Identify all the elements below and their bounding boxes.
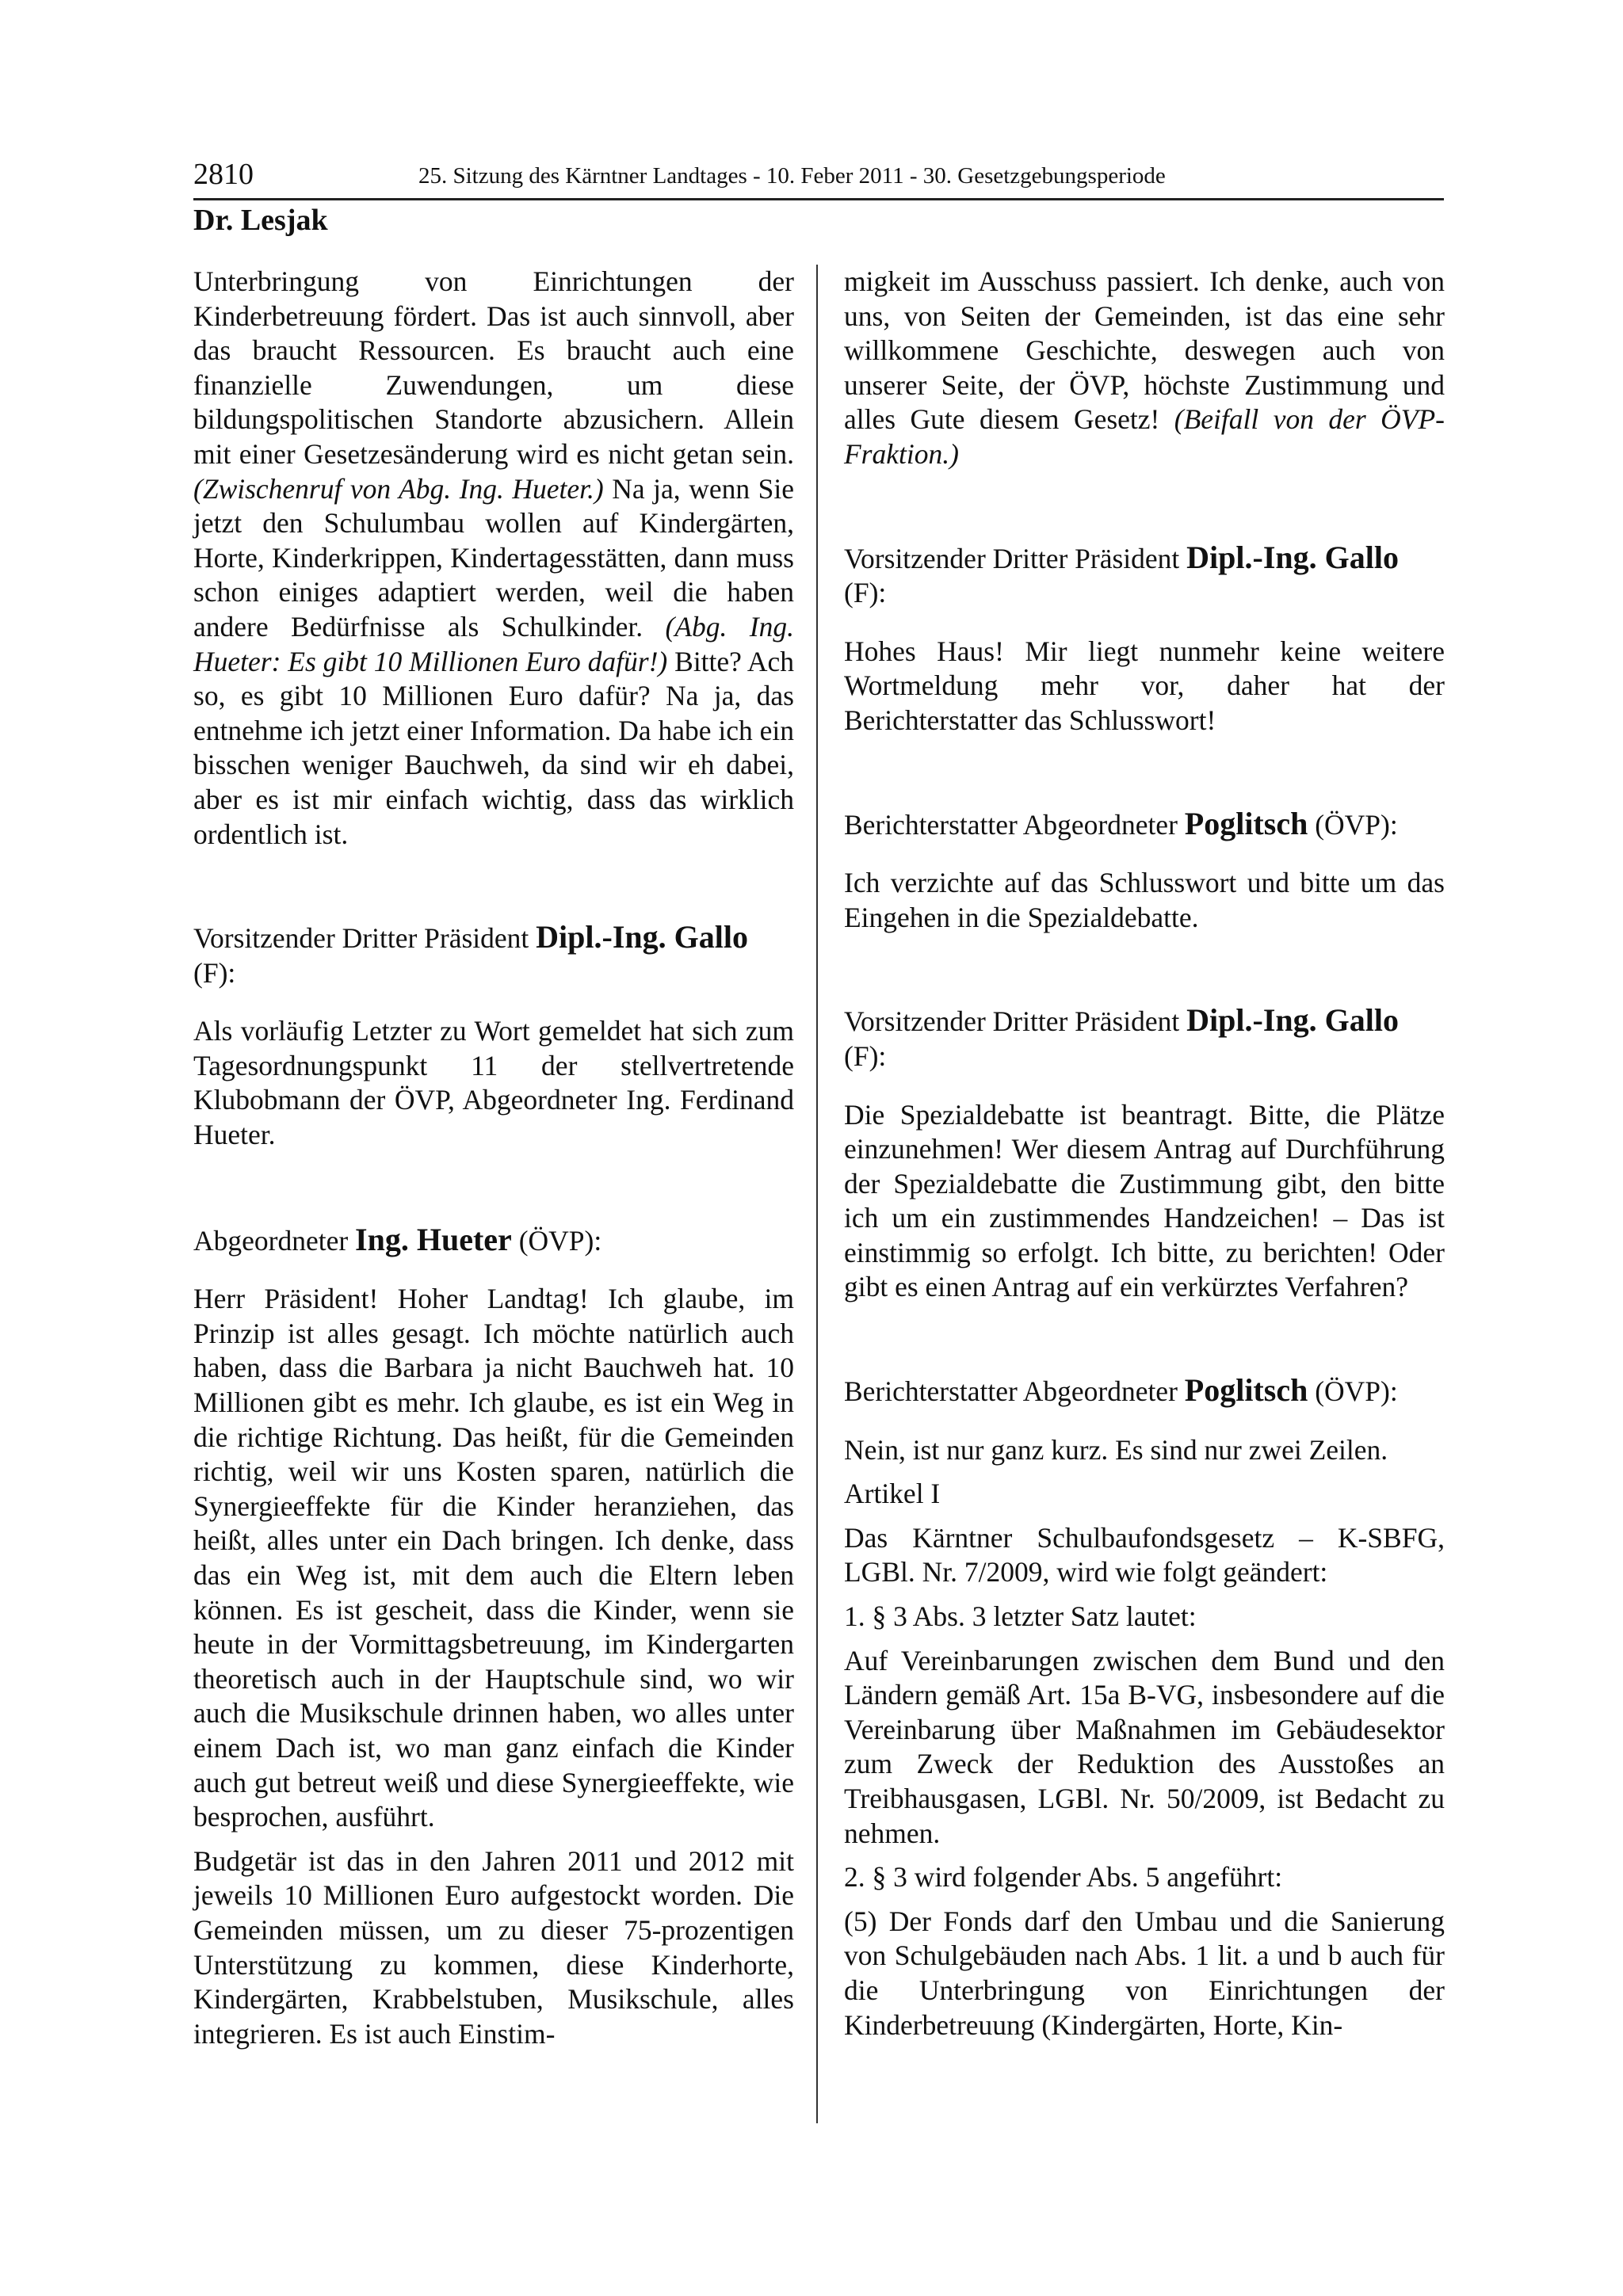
paragraph: Nein, ist nur ganz kurz. Es sind nur zwei Zeilen. [844,1433,1388,1466]
speaker-party: (F): [844,1039,887,1072]
header-rule [193,198,1444,200]
paragraph [193,265,794,852]
paragraph: 2. § 3 wird folgender Abs. 5 angeführt: [844,1861,1283,1894]
paragraph: Hohes Haus! Mir liegt nunmehr keine weitere Wortmeldung mehr vor, daher hat der Berichterstatter das Schlusswort! [844,635,1445,736]
speaker-party: (F): [844,577,887,609]
speaker-name: Poglitsch [1184,805,1308,841]
speaker-party: (ÖVP): [1308,1375,1398,1408]
speaker-name: Dipl.-Ing. Gallo [1186,1002,1399,1039]
left-column [193,265,794,2051]
text-run: migkeit im Ausschuss passiert. Ich denke, auch von uns, von Seiten der Gemeinden, ist das eine sehr willkommene Geschichte, deswegen auch von unserer Seite, der ÖVP, höchste Zustimmung und alles Gute diesem Gesetz! [844,265,1445,436]
speaker-heading [193,920,794,990]
paragraph: 1. § 3 Abs. 3 letzter Satz lautet: [844,1600,1197,1633]
speaker-role: Berichterstatter Abgeordneter [844,808,1185,841]
speaker-party: (ÖVP): [1308,808,1398,841]
speaker-role: Vorsitzender Dritter Präsident [844,542,1187,574]
page-header [193,155,1444,196]
speaker-party: (F): [193,956,236,989]
right-column [844,265,1445,2042]
paragraph: Budgetär ist das in den Jahren 2011 und 2012 mit jeweils 10 Millionen Euro aufgestockt worden. Die Gemeinden müssen, um zu dieser 75-prozentigen Unterstützung zu kommen, diese Kinderhorte, Kindergärten, Krabbelstuben, Musikschule, alles integrieren. Es ist auch Einstim- [193,1844,794,2050]
text-run: Unterbringung von Einrichtungen der Kinderbetreuung fördert. Das ist auch sinnvoll, aber das braucht Ressourcen. Es braucht auch eine finanzielle Zuwendungen, um diese bildungspolitischen Standorte abzusichern. Allein mit einer Gesetzesänderung wird es nicht getan sein. [193,265,794,470]
speaker-role: Vorsitzender Dritter Präsident [844,1005,1187,1038]
speaker-name: Poglitsch [1184,1372,1308,1409]
current-speaker-tag: Dr. Lesjak [193,204,328,237]
paragraph: Die Spezialdebatte ist beantragt. Bitte, die Plätze einzunehmen! Wer diesem Antrag auf Durchführung der Spezialdebatte die Zustimmung gibt, den bitte ich um ein zustimmendes Handzeichen! – Das ist einstimmig so erfolgt. Ich bitte, zu berichten! Oder gibt es einen Antrag auf ein verkürztes Verfahren? [844,1098,1445,1303]
paragraph: Herr Präsident! Hoher Landtag! Ich glaube, im Prinzip ist alles gesagt. Ich möchte natürlich auch haben, dass die Barbara ja nicht Bauchweh hat. 10 Millionen gibt es mehr. Ich glaube, es ist ein Weg in die richtige Richtung. Das heißt, für die Gemeinden richtig, weil wir uns Kosten sparen, natürlich die Synergieeffekte für die Kinder heranziehen, das heißt, alles unter ein Dach bringen. Ich denke, dass das ein Weg ist, mit dem auch die Eltern leben können. Es ist gescheit, dass die Kinder, wenn sie heute in der Vormittagsbetreuung, im Kindergarten theoretisch auch in der Hauptschule sind, wo wir auch die Musikschule drinnen haben, wo alles unter einem Dach ist, wo man ganz einfach die Kinder auch gut betreut weiß und diese Synergieeffekte, wie besprochen, ausführt. [193,1283,794,1833]
speaker-name: Ing. Hueter [355,1221,512,1257]
speaker-heading [844,1373,1445,1409]
paragraph: Als vorläufig Letzter zu Wort gemeldet hat sich zum Tagesordnungspunkt 11 der stellvertretende Klubobmann der ÖVP, Abgeordneter Ing. Ferdinand Hueter. [193,1015,794,1151]
paragraph: (5) Der Fonds darf den Umbau und die Sanierung von Schulgebäuden nach Abs. 1 lit. a und b auch für die Unterbringung von Einrichtungen der Kinderbetreuung (Kindergärten, Horte, Kin- [844,1905,1445,2041]
speaker-heading [844,540,1445,611]
speaker-role: Vorsitzender Dritter Präsident [193,922,537,955]
page-number: 2810 [193,158,254,191]
speaker-name: Dipl.-Ing. Gallo [1186,539,1399,575]
paragraph [844,265,1445,472]
text-run: Bitte? Ach so, es gibt 10 Millionen Euro dafür? Na ja, das entnehme ich jetzt einer Information. Da habe ich ein bisschen weniger Bauchweh, da sind wir eh dabei, aber es ist mir einfach wichtig, dass das wirklich ordentlich ist. [193,645,794,850]
article-heading: Artikel I [844,1478,941,1510]
speaker-party: (ÖVP): [511,1224,602,1257]
speaker-role: Abgeordneter [193,1224,356,1257]
interjection: (Zwischenruf von Abg. Ing. Hueter.) [193,472,604,505]
running-title: 25. Sitzung des Kärntner Landtages - 10. Feber 2011 - 30. Gesetzgebungsperiode [418,163,1166,189]
speaker-name: Dipl.-Ing. Gallo [536,919,748,955]
paragraph: Das Kärntner Schulbaufondsgesetz – K-SBFG, LGBl. Nr. 7/2009, wird wie folgt geändert: [844,1521,1445,1589]
speaker-role: Berichterstatter Abgeordneter [844,1375,1185,1408]
speaker-heading [844,807,1445,843]
speaker-heading [193,1222,794,1259]
speaker-heading [844,1003,1445,1074]
paragraph: Ich verzichte auf das Schlusswort und bitte um das Eingehen in die Spezialdebatte. [844,867,1445,933]
text-run: Na ja, wenn Sie jetzt den Schulumbau wollen auf Kindergärten, Horte, Kinderkrippen, Kindertagesstätten, dann muss schon einiges adaptiert werden, weil die haben andere Bedürfnisse als Schulkinder. [193,472,794,643]
interjection: (Beifall von der ÖVP-Fraktion.) [844,403,1445,470]
interjection: (Abg. Ing. Hueter: Es gibt 10 Millionen Euro dafür!) [193,610,794,677]
column-divider [816,265,818,2123]
paragraph: Auf Vereinbarungen zwischen dem Bund und den Ländern gemäß Art. 15a B-VG, insbesondere auf die Vereinbarung über Maßnahmen im Gebäudesektor zum Zweck der Reduktion des Ausstoßes an Treibhausgasen, LGBl. Nr. 50/2009, ist Bedacht zu nehmen. [844,1644,1445,1849]
